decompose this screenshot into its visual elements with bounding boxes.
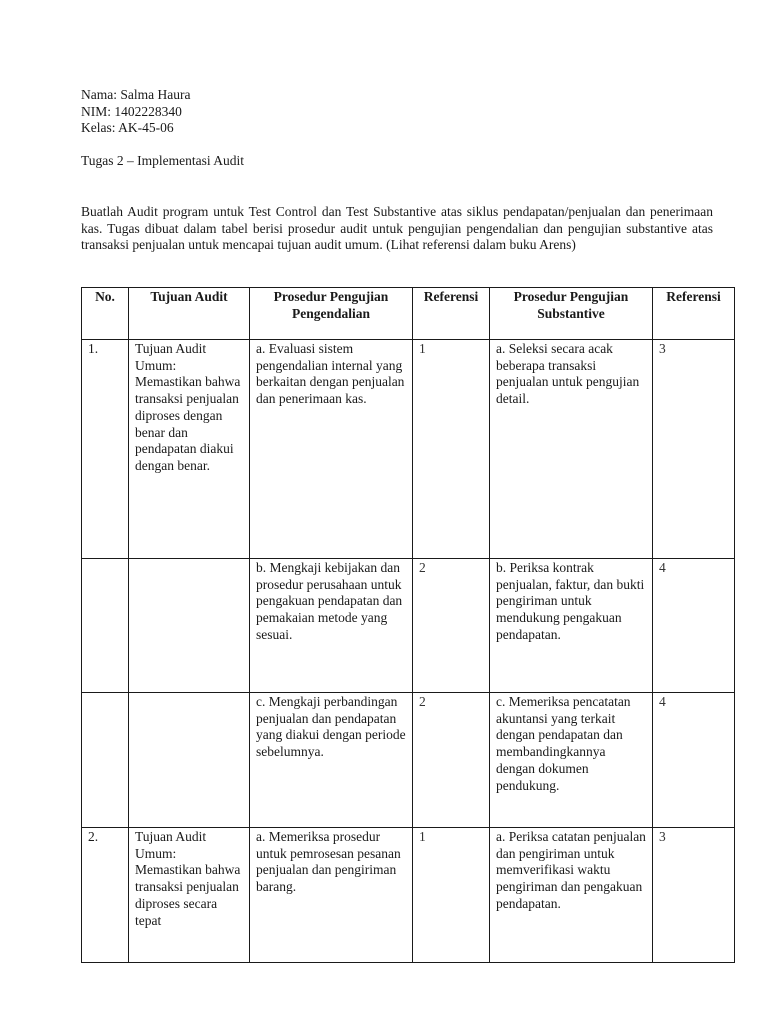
cell-ref-pengendalian: 2 (413, 693, 490, 828)
cell-no: 2. (82, 828, 129, 963)
cell-pengendalian: a. Evaluasi sistem pengendalian internal yang berkaitan dengan penjualan dan penerimaan kas. (250, 340, 413, 559)
cell-ref-substantive: 4 (653, 693, 735, 828)
header-prosedur-pengendalian: Prosedur Pengujian Pengendalian (250, 288, 413, 340)
task-title: Tugas 2 – Implementasi Audit (81, 153, 245, 168)
cell-no (82, 693, 129, 828)
cell-substantive: a. Seleksi secara acak beberapa transaksi penjualan untuk pengujian detail. (490, 340, 653, 559)
table-row (82, 340, 735, 559)
cell-pengendalian: b. Mengkaji kebijakan dan prosedur perusahaan untuk pengakuan pendapatan dan pemakaian metode yang sesuai. (250, 559, 413, 693)
header-no: No. (82, 288, 129, 340)
student-name: Nama: Salma Haura (81, 87, 191, 102)
table-row (82, 559, 735, 693)
student-nim: NIM: 1402228340 (81, 103, 182, 119)
cell-no (82, 559, 129, 693)
cell-ref-substantive: 3 (653, 340, 735, 559)
cell-tujuan: Tujuan Audit Umum: Memastikan bahwa transaksi penjualan diproses secara tepat (129, 828, 250, 963)
header-referensi-1: Referensi (413, 288, 490, 340)
cell-substantive: a. Periksa catatan penjualan dan pengiriman untuk memverifikasi waktu pengiriman dan pengakuan pendapatan. (490, 828, 653, 963)
table-row (82, 693, 735, 828)
cell-pengendalian: c. Mengkaji perbandingan penjualan dan pendapatan yang diakui dengan periode sebelumnya. (250, 693, 413, 828)
header-prosedur-substantive: Prosedur Pengujian Substantive (490, 288, 653, 340)
cell-ref-pengendalian: 2 (413, 559, 490, 693)
student-class: Kelas: AK-45-06 (81, 120, 174, 136)
audit-program-table (81, 287, 735, 963)
table-header-row (82, 288, 735, 340)
header-referensi-2: Referensi (653, 288, 735, 340)
cell-tujuan: Tujuan Audit Umum: Memastikan bahwa transaksi penjualan diproses dengan benar dan pendapatan diakui dengan benar. (129, 340, 250, 559)
student-info (81, 87, 190, 137)
cell-ref-pengendalian: 1 (413, 340, 490, 559)
cell-ref-substantive: 4 (653, 559, 735, 693)
cell-tujuan (129, 559, 250, 693)
table-row (82, 828, 735, 963)
header-tujuan-audit: Tujuan Audit (129, 288, 250, 340)
cell-pengendalian: a. Memeriksa prosedur untuk pemrosesan pesanan penjualan dan pengiriman barang. (250, 828, 413, 963)
cell-ref-substantive: 3 (653, 828, 735, 963)
cell-tujuan (129, 693, 250, 828)
instructions-paragraph: Buatlah Audit program untuk Test Control dan Test Substantive atas siklus pendapatan/penjualan dan penerimaan kas. Tugas dibuat dalam tabel berisi prosedur audit untuk pengujian pengendalian dan pengujian substantive atas transaksi penjualan untuk mencapai tujuan audit umum. (Lihat referensi dalam buku Arens) (81, 204, 713, 253)
cell-substantive: c. Memeriksa pencatatan akuntansi yang terkait dengan pendapatan dan membandingkannya dengan dokumen pendukung. (490, 693, 653, 828)
cell-substantive: b. Periksa kontrak penjualan, faktur, dan bukti pengiriman untuk mendukung pengakuan pendapatan. (490, 559, 653, 693)
cell-no: 1. (82, 340, 129, 559)
cell-ref-pengendalian: 1 (413, 828, 490, 963)
